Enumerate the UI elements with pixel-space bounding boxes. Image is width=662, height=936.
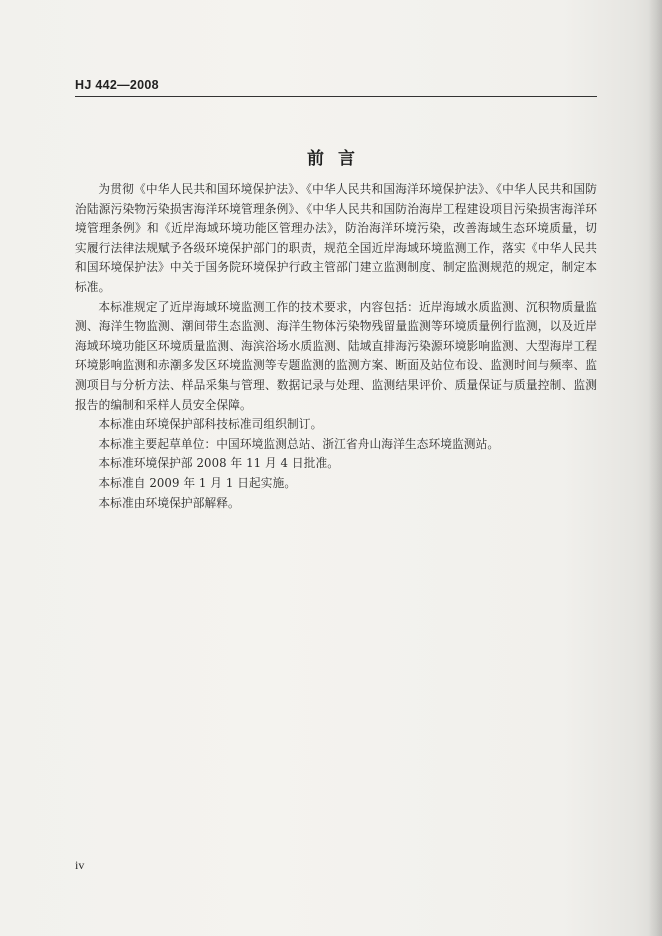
foreword-body: [75, 180, 597, 513]
paragraph-organizer: 本标准由环境保护部科技标准司组织制订。: [98, 417, 323, 432]
standard-code: HJ 442—2008: [75, 78, 159, 92]
paragraph-purpose: 为贯彻《中华人民共和国环境保护法》、《中华人民共和国海洋环境保护法》、《中华人民共和国防治陆源污染物污染损害海洋环境管理条例》、《中华人民共和国防治海岸工程建设项目污染损害海洋环境管理条例》和《近岸海域环境功能区管理办法》，防治海洋环境污染，改善海域生态环境质量，切实履行法律法规赋予各级环境保护部门的职责，规范全国近岸海域环境监测工作，落实《中华人民共和国环境保护法》中关于国务院环境保护行政主管部门建立监测制度、制定监测规范的规定，制定本标准。: [75, 182, 597, 294]
header-rule: [75, 96, 597, 97]
paragraph-interpretation: 本标准由环境保护部解释。: [98, 495, 240, 510]
paragraph-drafting-units: 本标准主要起草单位：中国环境监测总站、浙江省舟山海洋生态环境监测站。: [98, 436, 500, 451]
paragraph-approval-date: 本标准环境保护部 2008 年 11 月 4 日批准。: [98, 456, 340, 471]
page-number: iv: [75, 858, 85, 872]
page-edge-shadow: [648, 0, 662, 936]
page-title: 前言: [307, 149, 369, 169]
paragraph-effective-date: 本标准自 2009 年 1 月 1 日起实施。: [98, 475, 297, 490]
paragraph-scope: 本标准规定了近岸海域环境监测工作的技术要求，内容包括：近岸海域水质监测、沉积物质量监测、海洋生物监测、潮间带生态监测、海洋生物体污染物残留量监测等环境质量例行监测，以及近岸海域环境功能区环境质量监测、海滨浴场水质监测、陆域直排海污染源环境影响监测、大型海岸工程环境影响监测和赤潮多发区环境监测等专题监测的监测方案、断面及站位布设、监测时间与频率、监测项目与分析方法、样品采集与管理、数据记录与处理、监测结果评价、质量保证与质量控制、监测报告的编制和采样人员安全保障。: [75, 299, 597, 412]
